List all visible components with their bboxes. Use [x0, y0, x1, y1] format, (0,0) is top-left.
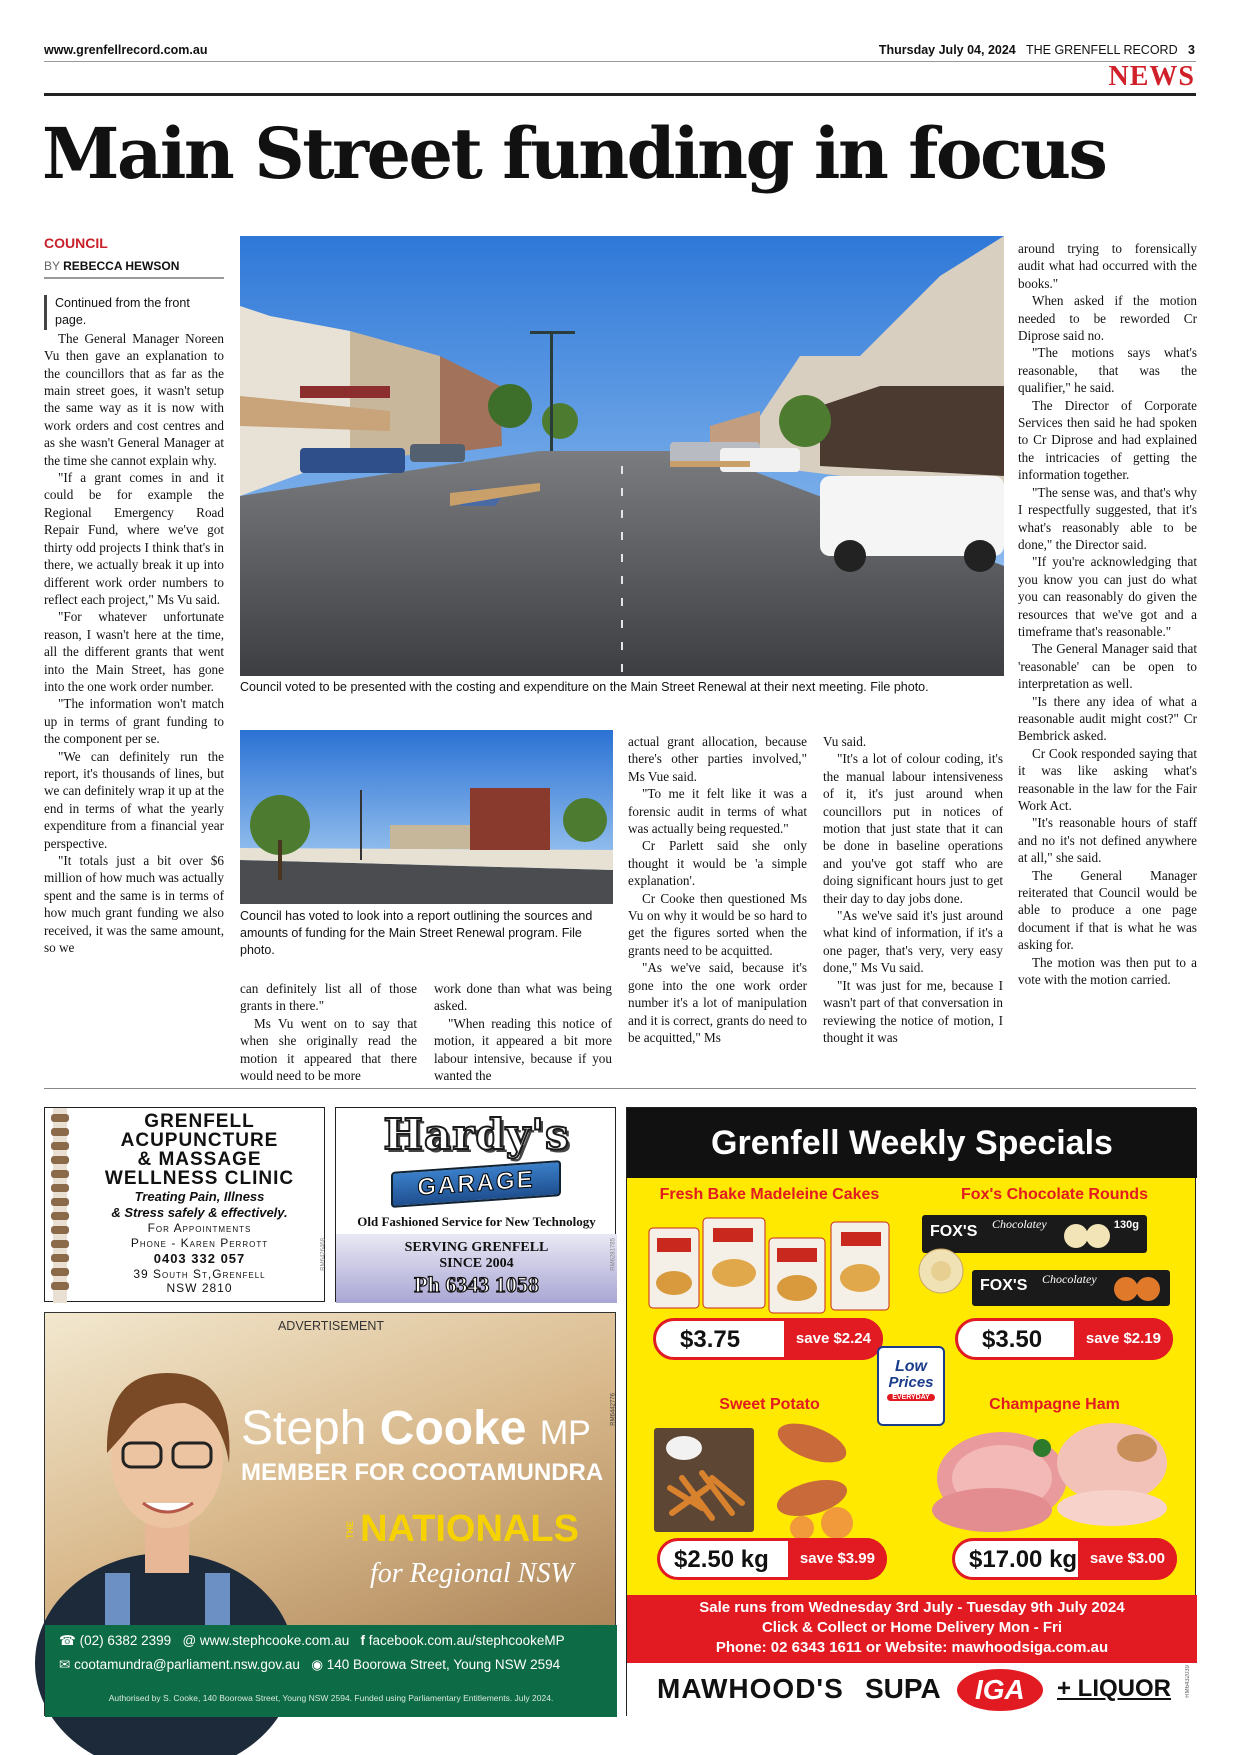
- clinic-address: 39 South St,Grenfell: [133, 1267, 266, 1281]
- price-tag: [955, 1318, 1173, 1360]
- article-column-2: [240, 980, 417, 1084]
- click-collect: Click & Collect or Home Delivery Mon - Fri: [761, 1619, 1063, 1636]
- author-name: REBECCA HEWSON: [63, 259, 180, 273]
- cooke-contact-bar: [45, 1625, 617, 1717]
- paragraph: Vu said.: [823, 734, 867, 749]
- clinic-name-1: GRENFELL: [144, 1111, 255, 1132]
- page-title: Main Street funding in focus: [42, 112, 1106, 195]
- paragraph: "It was just for me, because I wasn't part of that conversation in reviewing the notice of motion, I thought it was: [823, 977, 1003, 1045]
- paragraph: around trying to forensically audit what had occurred with the books.": [1018, 241, 1197, 291]
- paragraph: The General Manager Noreen Vu then gave an explanation to the councillors that as far as the main street goes, it wasn't setup the same way as it is now with work orders and cost centres and as she wasn't General Manager at the time she cannot explain why.: [44, 330, 224, 468]
- header-rule: [44, 61, 1196, 62]
- clinic-phone[interactable]: 0403 332 057: [153, 1251, 246, 1266]
- price: $2.50 kg: [674, 1546, 769, 1573]
- masthead-info: [879, 43, 1195, 57]
- store-contact[interactable]: Phone: 02 6343 1611 or Website: mawhoodsiga.com.au: [715, 1639, 1109, 1656]
- byline: [44, 259, 179, 273]
- issue-date: Thursday July 04, 2024: [878, 43, 1016, 57]
- biscuit-stack-icon: [911, 1246, 971, 1296]
- price-tag: [657, 1538, 887, 1580]
- nationals-logo: [345, 1508, 579, 1551]
- paragraph: The General Manager said that 'reasonable' can be open to interpretation as well.: [1018, 641, 1197, 692]
- biscuit-icon: [1112, 1276, 1162, 1302]
- hardys-phone[interactable]: Ph 6343 1058: [414, 1272, 539, 1297]
- main-street-photo-2: [240, 730, 613, 904]
- site-url[interactable]: www.grenfellrecord.com.au: [44, 43, 208, 57]
- mp-label: MP: [539, 1414, 591, 1452]
- paragraph: The Director of Corporate Services then said he had spoken to Cr Diprose and had explained the intricacies of getting the information together.: [1018, 397, 1197, 483]
- badge-everyday: EVERYDAY: [887, 1394, 935, 1401]
- garage-banner: [391, 1160, 561, 1208]
- category-label: COUNCIL: [44, 235, 108, 251]
- candidate-name: [241, 1403, 591, 1459]
- hardys-logo: Hardy's: [383, 1110, 570, 1159]
- clinic-tagline-1: Treating Pain, Illness: [134, 1189, 265, 1204]
- clinic-appointments: For Appointments: [147, 1221, 252, 1235]
- product-name: Champagne Ham: [989, 1396, 1120, 1413]
- clinic-name-2: ACUPUNCTURE: [120, 1130, 279, 1151]
- paragraph: Cr Cook responded saying that it was like asking what's reasonable in the law for the Fair Work Act.: [1018, 745, 1197, 813]
- facebook-icon: f: [360, 1633, 366, 1648]
- paragraph: "As we've said, because it's gone into the one work order number it's a lot of manipulation and it is correct, grants do need to be acquitted," Ms: [628, 960, 807, 1045]
- paragraph: "If you're acknowledging that you know you can just do what you can reasonably do given the resources that we've got and a timeframe that's reasonable.": [1018, 554, 1197, 639]
- paper-name: THE GRENFELL RECORD: [1025, 43, 1178, 57]
- iga-title: Grenfell Weekly Specials: [711, 1124, 1113, 1162]
- paragraph: The motion was then put to a vote with the motion carried.: [1018, 954, 1197, 988]
- badge-prices: Prices: [888, 1374, 934, 1391]
- store-supa: SUPA: [865, 1673, 941, 1704]
- price: $3.75: [680, 1326, 741, 1353]
- section-rule: [44, 93, 1196, 96]
- liquor-label: + LIQUOR: [1057, 1675, 1172, 1702]
- ad-code: RM6432039: [1185, 1665, 1191, 1698]
- paragraph: "Is there any idea of what a reasonable audit might cost?" Cr Bembrick asked.: [1018, 693, 1197, 744]
- mail-icon: ✉: [59, 1657, 71, 1672]
- paragraph: "We can definitely run the report, it's thousands of lines, but we can definitely wrap it up at the end in terms of what the yearly expenditure from a financial year perspective.: [44, 748, 224, 851]
- byline-rule: [44, 277, 224, 279]
- fox-sub: Chocolatey: [992, 1217, 1047, 1231]
- street-renewal-image: [240, 730, 613, 904]
- fox-pack-2: [972, 1270, 1170, 1306]
- cooke-facebook[interactable]: facebook.com.au/stephcookeMP: [368, 1633, 565, 1648]
- clinic-tagline-2: & Stress safely & effectively.: [111, 1205, 288, 1220]
- fox-brand: FOX'S: [980, 1277, 1028, 1294]
- save-amount: save $2.24: [784, 1318, 883, 1360]
- clinic-contact: Phone - Karen Perrott: [130, 1236, 269, 1250]
- page-number: 3: [1188, 43, 1195, 57]
- clinic-name-3: & MASSAGE: [137, 1149, 262, 1170]
- fox-sub: Chocolatey: [1042, 1272, 1097, 1286]
- store-name: MAWHOOD'S: [657, 1673, 844, 1704]
- sale-info-bar: [627, 1595, 1197, 1663]
- iga-logo: IGA: [957, 1669, 1043, 1711]
- cake-packs-image: [645, 1208, 895, 1318]
- product-name: Sweet Potato: [719, 1396, 820, 1413]
- product-name: Fresh Bake Madeleine Cakes: [659, 1186, 880, 1203]
- paragraph: can definitely list all of those grants in there.": [240, 981, 417, 1014]
- hardys-footer: [336, 1234, 617, 1303]
- advertisement-label: ADVERTISEMENT: [277, 1319, 385, 1333]
- garage-label: GARAGE: [417, 1165, 535, 1202]
- section-label: NEWS: [1108, 61, 1195, 92]
- spine-icon: [45, 1108, 75, 1303]
- photo-caption-main: Council voted to be presented with the costing and expenditure on the Main Street Renewal at their next meeting. File photo.: [240, 680, 929, 694]
- last-name: Cooke: [379, 1402, 527, 1455]
- cooke-email[interactable]: cootamundra@parliament.nsw.gov.au: [74, 1657, 300, 1672]
- price: $17.00 kg: [969, 1546, 1078, 1573]
- badge-low: Low: [895, 1358, 927, 1375]
- candidate-portrait: [45, 1333, 305, 1653]
- ad-code: RM6442776: [611, 1393, 617, 1426]
- paragraph: work done than what was being asked.: [434, 981, 612, 1014]
- acupuncture-ad[interactable]: [44, 1107, 325, 1302]
- save-amount: save $3.99: [788, 1538, 887, 1580]
- cooke-phone[interactable]: (02) 6382 2399: [79, 1633, 172, 1648]
- paragraph: "The information won't match up in terms of grant funding to the component per se.: [44, 696, 224, 747]
- paragraph: "When reading this notice of motion, it appeared a bit more labour intensive, because if you wanted the: [434, 1015, 612, 1084]
- paragraph: "As we've said it's just around what kind of information, if it's a one pager, that's very, very easy done," Ms Vu said.: [823, 908, 1003, 976]
- iga-footer: [627, 1663, 1197, 1717]
- nationals-word: NATIONALS: [360, 1508, 579, 1550]
- biscuit-icon: [1062, 1223, 1112, 1249]
- price-tag: [653, 1318, 883, 1360]
- paragraph: "It's reasonable hours of staff and no it's not defined anywhere at all," she said.: [1018, 815, 1197, 866]
- paragraph: When asked if the motion needed to be reworded Cr Diprose said no.: [1018, 293, 1197, 344]
- clinic-name-4: WELLNESS CLINIC: [104, 1168, 295, 1189]
- product-name: Fox's Chocolate Rounds: [961, 1186, 1148, 1203]
- hardys-since: SINCE 2004: [439, 1256, 514, 1271]
- cooke-website[interactable]: www.stephcooke.com.au: [199, 1633, 350, 1648]
- iga-title-bar: [627, 1108, 1197, 1178]
- iga-specials-ad[interactable]: [626, 1107, 1196, 1716]
- price-tag: [952, 1538, 1177, 1580]
- ad-code: RM6281785: [611, 1238, 617, 1271]
- paragraph: "To me it felt like it was a forensic audit in terms of what was actually being requested.": [628, 786, 807, 837]
- article-column-1: [44, 295, 224, 956]
- article-column-3: [434, 980, 612, 1084]
- fox-weight: 130g: [1113, 1219, 1139, 1231]
- paragraph: Cr Cooke then questioned Ms Vu on why it would be so hard to get the figures sorted when the grants need to be acquitted.: [628, 890, 807, 958]
- nationals-tagline: for Regional NSW: [370, 1558, 574, 1589]
- ads-divider: [44, 1088, 1196, 1089]
- hardys-serving: SERVING GRENFELL: [404, 1240, 549, 1255]
- paragraph: Ms Vu went on to say that when she originally read the motion it appeared that there would need to be more: [240, 1015, 417, 1084]
- first-name: Steph: [241, 1402, 367, 1455]
- main-street-photo: [240, 236, 1004, 676]
- article-column-6: [1018, 240, 1197, 988]
- sale-dates: Sale runs from Wednesday 3rd July - Tuesday 9th July 2024: [699, 1599, 1125, 1616]
- save-amount: save $2.19: [1074, 1318, 1173, 1360]
- cooke-office: 140 Boorowa Street, Young NSW 2594: [326, 1657, 561, 1672]
- article-column-4: [628, 733, 807, 1046]
- hardys-garage-ad[interactable]: [335, 1107, 616, 1302]
- continued-note: Continued from the front page.: [44, 295, 224, 330]
- photo-caption-secondary: Council has voted to look into a report outlining the sources and amounts of funding for the Main Street Renewal program. File photo.: [240, 909, 593, 957]
- ad-code: RM6426468: [321, 1238, 327, 1271]
- phone-icon: ☎: [59, 1633, 76, 1648]
- article-column-5: [823, 733, 1003, 1046]
- fox-brand: FOX'S: [930, 1223, 978, 1240]
- nationals-the: THE: [345, 1520, 355, 1539]
- location-icon: ◉: [311, 1657, 323, 1672]
- paragraph: "The motions says what's reasonable, that was the qualifier," he said.: [1018, 345, 1197, 396]
- paragraph: The General Manager reiterated that Council would be able to produce a one page document if that is what he was asking for.: [1018, 867, 1197, 953]
- cooke-authorisation: Authorised by S. Cooke, 140 Boorowa Street, Young NSW 2594. Funded using Parliamentary Entitlements. July 2024.: [108, 1693, 554, 1703]
- save-amount: save $3.00: [1078, 1538, 1177, 1580]
- paragraph: "The sense was, and that's why I respectfully suggested, that it's what's reasonably able to be done," the Director said.: [1018, 484, 1197, 552]
- paragraph: "For whatever unfortunate reason, I wasn't here at the time, all the different grants that went into the Main Street, has gone into the one work order number.: [44, 609, 224, 694]
- paragraph: "It's a lot of colour coding, it's the manual labour intensiveness of it, it's just around when councillors put in notices of motion that just state that it can be done in baseline operations and you've got staff who are doing significant hours just to get their day to day jobs done.: [823, 751, 1003, 906]
- web-icon: @: [182, 1633, 197, 1648]
- low-prices-badge: [877, 1346, 945, 1426]
- member-title: MEMBER FOR COOTAMUNDRA: [241, 1459, 604, 1486]
- clinic-address-2: NSW 2810: [166, 1281, 233, 1295]
- price: $3.50: [982, 1326, 1043, 1353]
- ham-image: [932, 1418, 1172, 1538]
- paragraph: Cr Parlett said she only thought it would be 'a simple explanation'.: [628, 838, 807, 889]
- hardys-tagline: Old Fashioned Service for New Technology: [357, 1214, 596, 1229]
- sweet-potato-image: [652, 1418, 882, 1543]
- steph-cooke-ad[interactable]: [44, 1312, 616, 1716]
- paragraph: "If a grant comes in and it could be for example the Regional Emergency Road Repair Fund, where we've got thirty odd projects I think that's in there, we actually break it up into different work order numbers to reflect each project," Ms Vu said.: [44, 470, 224, 607]
- paragraph: actual grant allocation, because there's other parties involved," Ms Vue said.: [628, 734, 807, 784]
- paragraph: "It totals just a bit over $6 million of how much was actually spent and the same is in terms of how much grant funding we also received, it was the same amount, so we: [44, 853, 224, 956]
- byline-prefix: BY: [44, 259, 60, 273]
- main-street-image: [240, 236, 1004, 676]
